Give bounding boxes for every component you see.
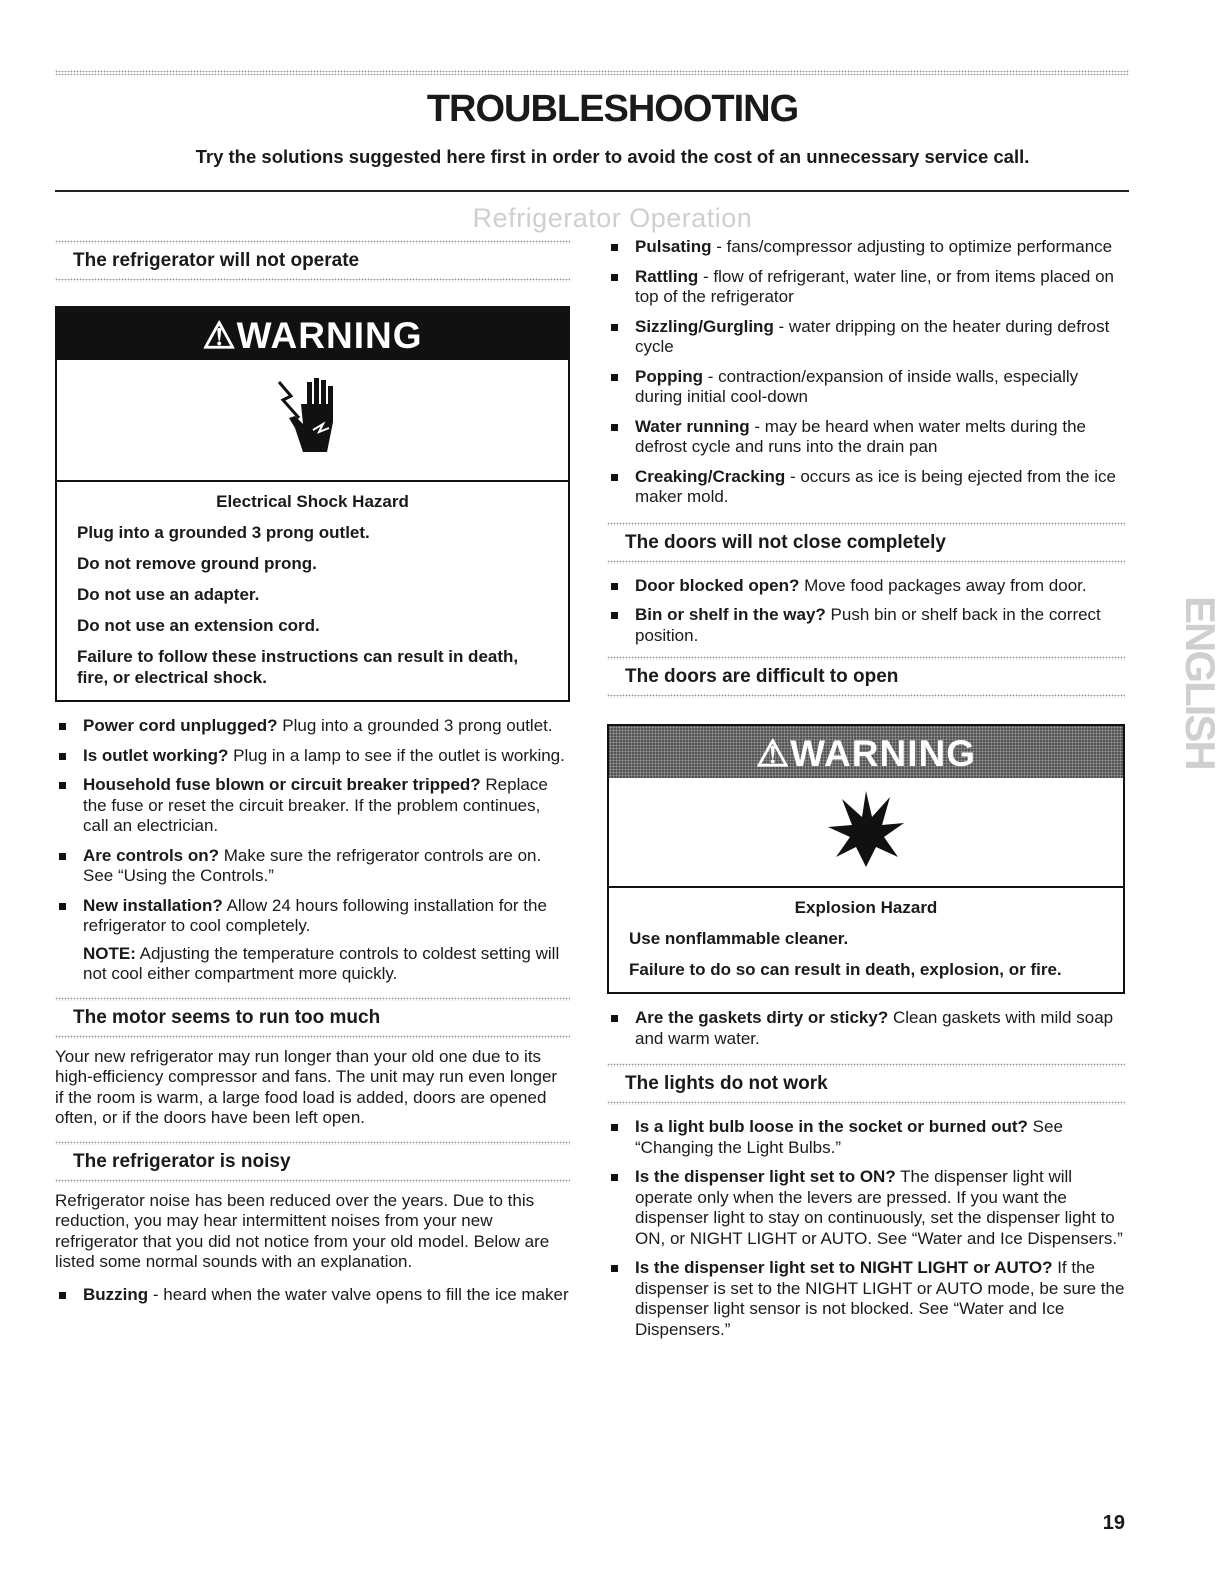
note: NOTE: Adjusting the temperature controls to coldest setting will not cool either compartment more quickly. [83,943,560,983]
motor-paragraph: Your new refrigerator may run longer than your old one due to its high-efficiency compressor and fans. The unit may run even longer if the room is warm, a large food load is added, doors are opened often, or if the doors have been left open. [55,1046,558,1127]
list-item: Is the dispenser light set to NIGHT LIGHT or AUTO? If the dispenser is set to the NIGHT LIGHT or AUTO mode, be sure the dispenser light sensor is not blocked. See “Water and Ice Dispensers.” [607,1258,1125,1340]
list-item: Is outlet working? Plug in a lamp to see if the outlet is working. [55,746,570,767]
heading-noisy: The refrigerator is noisy [73,1150,291,1172]
doors-open-list [607,1008,1125,1049]
list-item: New installation? Allow 24 hours following installation for the refrigerator to cool completely. [55,896,570,937]
page-title: TROUBLESHOOTING [426,88,799,130]
list-item: Power cord unplugged? Plug into a grounded 3 prong outlet. [55,716,570,737]
noise-list-continued [607,237,1125,508]
list-item: Buzzing - heard when the water valve opens to fill the ice maker [55,1285,570,1306]
doors-close-list [607,576,1125,647]
hazard-name: Electrical Shock Hazard [216,492,409,511]
noisy-paragraph: Refrigerator noise has been reduced over the years. Due to this reduction, you may hear intermittent noises from your new refrigerator that you did not notice from your old model. Below are listed some normal sounds with an explanation. [55,1190,550,1271]
list-item: Are the gaskets dirty or sticky? Clean gaskets with mild soap and warm water. [607,1008,1125,1049]
heading-dots [55,278,570,282]
list-item: Rattling - flow of refrigerant, water line, or from items placed on top of the refrigerator [607,267,1125,308]
heading-dots [607,694,1125,698]
list-item: Bin or shelf in the way? Push bin or shelf back in the correct position. [607,605,1125,646]
warning-line: Do not use an extension cord. [77,616,320,635]
heading-doors-open: The doors are difficult to open [625,666,899,687]
warning-line: Failure to do so can result in death, explosion, or fire. [629,960,1062,979]
heading-motor: The motor seems to run too much [73,1006,381,1028]
heading-dots [55,1035,570,1039]
hazard-name: Explosion Hazard [794,898,938,917]
warning-banner: ⚠WARNING [57,308,568,360]
electrical-shock-hand-icon [57,360,568,482]
list-item: Household fuse blown or circuit breaker tripped? Replace the fuse or reset the circuit breaker. If the problem continues, call an electrician. [55,775,570,837]
explosion-warning-box [607,724,1125,994]
warning-text [609,888,1123,992]
warning-banner: ⚠WARNING [609,726,1123,778]
right-column [607,237,1125,1349]
warning-line: Do not use an adapter. [77,585,260,604]
section-title: Refrigerator Operation [472,203,753,233]
list-item: Is the dispenser light set to ON? The dispenser light will operate only when the levers are pressed. If you want the dispenser light to stay on continuously, set the dispenser light to ON, or NIGHT LIGHT or AUTO. See “Water and Ice Dispensers.” [607,1167,1125,1249]
warning-text [57,482,568,700]
left-column [55,240,570,1314]
list-item: Is a light bulb loose in the socket or burned out? See “Changing the Light Bulbs.” [607,1117,1125,1158]
heading-not-operate: The refrigerator will not operate [73,250,360,271]
explosion-icon [609,778,1123,888]
list-item: Creaking/Cracking - occurs as ice is being ejected from the ice maker mold. [607,467,1125,508]
list-item: Door blocked open? Move food packages away from door. [607,576,1125,597]
warning-line: Failure to follow these instructions can result in death, fire, or electrical shock. [77,647,519,687]
list-item: Are controls on? Make sure the refrigerator controls are on. See “Using the Controls.” [55,846,570,887]
page-subtitle: Try the solutions suggested here first in order to avoid the cost of an unnecessary service call. [195,146,1030,167]
top-dotted-rule [55,70,1129,75]
electrical-warning-box [55,306,570,702]
heading-doors-close: The doors will not close completely [625,531,946,553]
warning-line: Plug into a grounded 3 prong outlet. [77,523,370,542]
list-item: Sizzling/Gurgling - water dripping on the heater during defrost cycle [607,317,1125,358]
warning-line: Use nonflammable cleaner. [629,929,849,948]
list-item: Popping - contraction/expansion of inside walls, especially during initial cool-down [607,367,1125,408]
heading-dots [55,1179,570,1183]
warning-line: Do not remove ground prong. [77,554,317,573]
heading-dots [607,1101,1125,1105]
noise-list [55,1285,570,1306]
heading-lights: The lights do not work [625,1073,828,1094]
list-item: Water running - may be heard when water melts during the defrost cycle and runs into the drain pan [607,417,1125,458]
header-rule [55,190,1129,192]
page-number: 19 [1102,1512,1125,1534]
list-item: Pulsating - fans/compressor adjusting to optimize performance [607,237,1125,258]
lights-list [607,1117,1125,1340]
not-operate-list [55,716,570,937]
language-side-tab: ENGLISH [1177,596,1224,769]
heading-dots [607,560,1125,564]
